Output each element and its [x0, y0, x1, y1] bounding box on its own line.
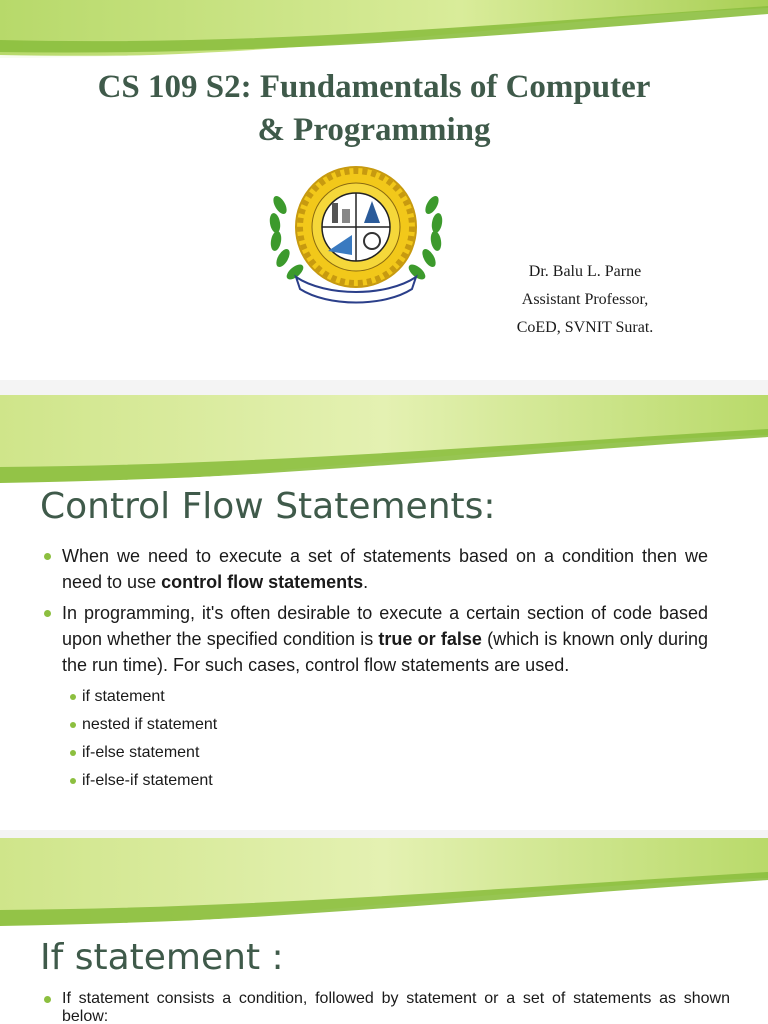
bullet-list [40, 990, 730, 1024]
sub-bullet-item: if statement [40, 683, 708, 711]
slide-title: If statement : [40, 937, 284, 978]
slide-gap [0, 380, 768, 395]
author-block [480, 258, 690, 342]
page-title [40, 66, 708, 152]
if-statement-slide [0, 838, 768, 1024]
bullet-item [40, 543, 708, 595]
bullet-list [40, 543, 708, 795]
control-flow-slide [0, 395, 768, 830]
header-swoosh [0, 395, 768, 495]
bullet-text: In programming, it's often desirable to execute a certain section of code based upon whether the specified condition is [62, 603, 708, 649]
svnit-emblem-icon [266, 165, 446, 305]
bullet-bold-text: true or false [378, 629, 482, 649]
bullet-text: . [363, 572, 369, 592]
author-name: Dr. Balu L. Parne [528, 263, 642, 280]
title-line-2: & Programming [257, 112, 491, 148]
title-slide [0, 0, 768, 380]
header-swoosh [0, 838, 768, 938]
header-swoosh [0, 0, 768, 70]
bullet-item [40, 600, 708, 678]
sub-bullet-item: if-else-if statement [40, 767, 708, 795]
bullet-item: If statement consists a condition, followed by statement or a set of statements as shown below: [40, 990, 730, 1024]
sub-bullet-item: if-else statement [40, 739, 708, 767]
bullet-text: (which is known only during the run time). For such cases, control flow statements are used. [62, 629, 708, 675]
author-affiliation: CoED, SVNIT Surat. [516, 319, 654, 336]
slide-gap [0, 830, 768, 838]
title-line-1: CS 109 S2: Fundamentals of Computer [97, 69, 651, 105]
sub-bullet-item: nested if statement [40, 711, 708, 739]
bullet-bold-text: control flow statements [161, 572, 364, 592]
author-role: Assistant Professor, [521, 291, 649, 308]
slide-title: Control Flow Statements: [40, 486, 496, 527]
bullet-text: When we need to execute a set of statements based on a condition then we need to use [62, 546, 708, 592]
